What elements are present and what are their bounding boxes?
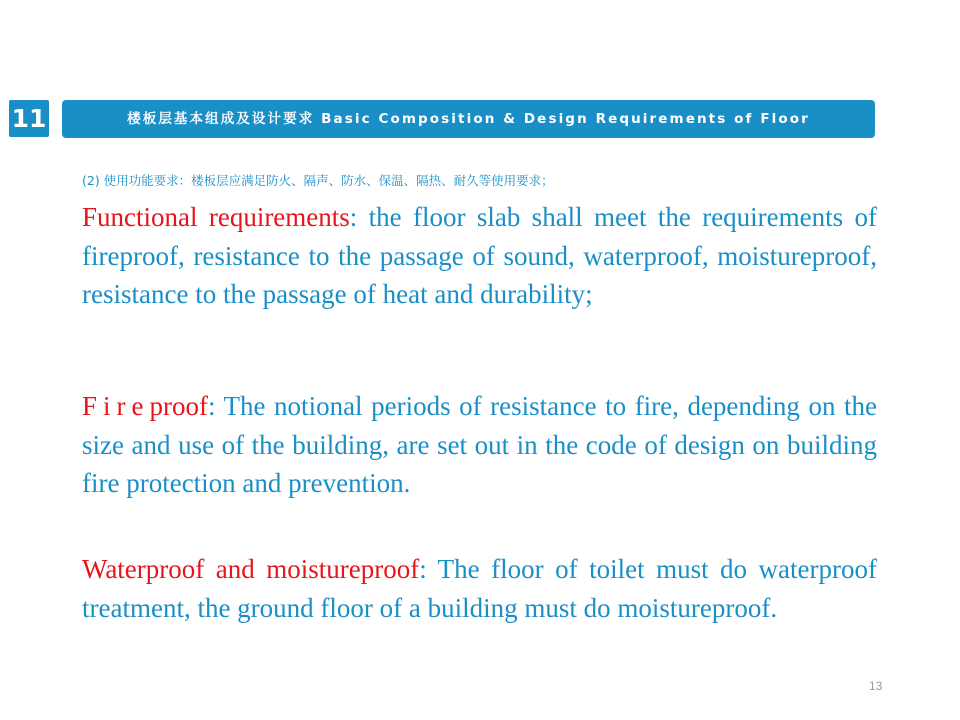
page-number: 13: [869, 679, 883, 693]
paragraph-text: : the floor slab shall meet the requirements of fireproof, resistance to the passage of sound, waterproof, moistureproof, resistance to the passage of heat and durability;: [82, 202, 877, 309]
paragraph-waterproof: [82, 550, 877, 627]
section-number-badge: 11: [9, 100, 49, 137]
title-bar: 楼板层基本组成及设计要求 Basic Composition & Design Requirements of Floor: [62, 100, 875, 138]
paragraph-fireproof: [82, 387, 877, 503]
keyword-functional-requirements: Functional requirements: [82, 202, 350, 232]
keyword-proof: proof: [149, 391, 208, 421]
keyword-waterproof-moistureproof: Waterproof and moistureproof: [82, 554, 420, 584]
keyword-fire: Fire: [82, 391, 150, 421]
subtitle-chinese: (2) 使用功能要求：楼板层应满足防火、隔声、防水、保温、隔热、耐久等使用要求；: [82, 173, 554, 188]
paragraph-text: : The floor of toilet must do waterproof treatment, the ground floor of a building must do moistureproof.: [82, 554, 877, 623]
paragraph-functional-requirements: [82, 198, 877, 314]
paragraph-text: : The notional periods of resistance to fire, depending on the size and use of the building, are set out in the code of design on building fire protection and prevention.: [82, 391, 877, 498]
